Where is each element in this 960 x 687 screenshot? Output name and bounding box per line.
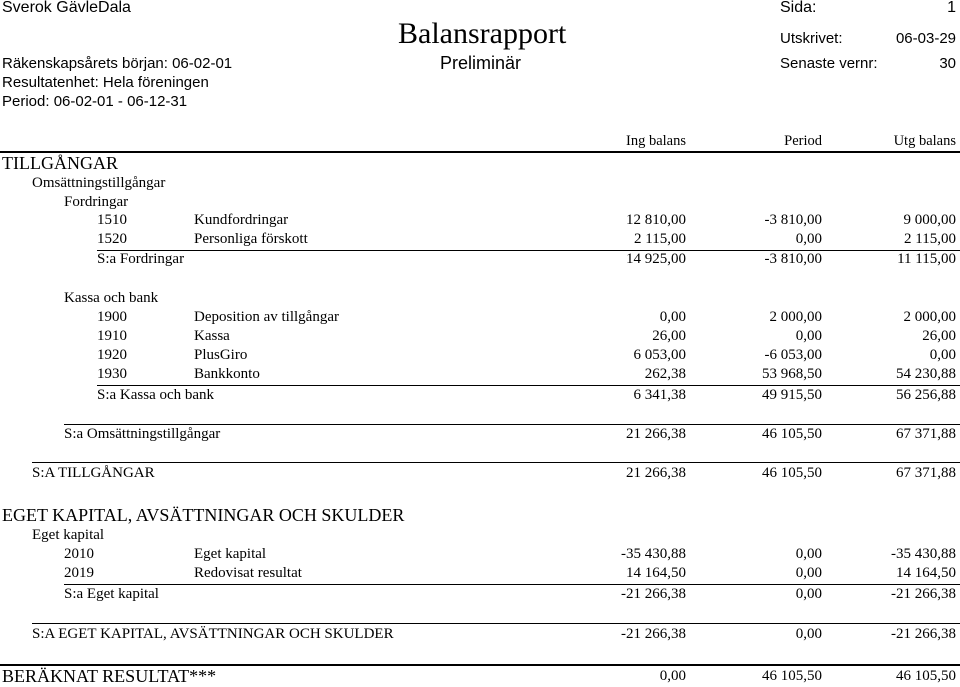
- utg-balans-value: 14 164,50: [896, 565, 956, 581]
- account-number: 1930: [97, 366, 127, 382]
- account-row: [0, 213, 960, 233]
- ing-balans-value: 26,00: [652, 328, 686, 344]
- utg-balans-value: 9 000,00: [903, 212, 956, 228]
- period-value: 0,00: [795, 626, 822, 642]
- utg-balans-value: 54 230,88: [896, 366, 956, 382]
- ing-balans-value: 0,00: [659, 668, 686, 684]
- utg-balans-value: 0,00: [929, 347, 956, 363]
- fiscal-start: Räkenskapsårets början: 06-02-01: [2, 55, 233, 72]
- utg-balans-value: 11 115,00: [897, 251, 956, 267]
- account-row: [0, 329, 960, 349]
- sum-row: [0, 587, 960, 607]
- ing-balans-value: 21 266,38: [626, 426, 686, 442]
- utg-balans-value: 67 371,88: [896, 426, 956, 442]
- sum-row: [0, 388, 960, 408]
- result-label: BERÄKNAT RESULTAT***: [2, 666, 217, 686]
- utg-balans-value: 67 371,88: [896, 465, 956, 481]
- utg-balans-value: 2 000,00: [903, 309, 956, 325]
- page-number: 1: [947, 0, 956, 16]
- account-name: Eget kapital: [194, 546, 267, 562]
- account-name: Redovisat resultat: [194, 565, 302, 581]
- period-value: 46 105,50: [762, 465, 822, 481]
- utg-balans-value: 26,00: [922, 328, 956, 344]
- account-name: Kassa: [194, 328, 230, 344]
- account-name: Personliga förskott: [194, 231, 308, 247]
- period-value: 49 915,50: [762, 387, 822, 403]
- utg-balans-value: -21 266,38: [891, 586, 956, 602]
- account-row: [0, 310, 960, 330]
- account-number: 1900: [97, 309, 127, 325]
- sum-row: [0, 252, 960, 272]
- account-row: [0, 348, 960, 368]
- account-number: 2010: [64, 546, 94, 562]
- sum-label: S:a Eget kapital: [64, 586, 159, 602]
- utg-balans-value: 46 105,50: [896, 668, 956, 684]
- header-rule: [0, 151, 960, 153]
- total-row: [0, 466, 960, 486]
- account-name: PlusGiro: [194, 347, 248, 363]
- ing-balans-value: 12 810,00: [626, 212, 686, 228]
- utg-balans-value: 56 256,88: [896, 387, 956, 403]
- total-rule: [32, 462, 960, 463]
- sum-rule: [64, 424, 960, 425]
- section-heading-assets: TILLGÅNGAR: [2, 153, 118, 173]
- column-header-period: Period: [784, 133, 822, 149]
- ing-balans-value: -21 266,38: [621, 586, 686, 602]
- subgroup-heading-cash: Kassa och bank: [64, 290, 159, 306]
- printed-date: 06-03-29: [895, 30, 956, 47]
- account-number: 1520: [97, 231, 127, 247]
- period-value: 46 105,50: [762, 426, 822, 442]
- ing-balans-value: 6 053,00: [633, 347, 686, 363]
- sum-row: [0, 427, 960, 447]
- status-label: Preliminär: [440, 53, 522, 73]
- result-unit: Resultatenhet: Hela föreningen: [2, 74, 209, 91]
- column-header-utg-balans: Utg balans: [893, 133, 956, 149]
- period-value: -3 810,00: [764, 212, 822, 228]
- ing-balans-value: 14 164,50: [626, 565, 686, 581]
- account-row: [0, 232, 960, 252]
- column-header-ing-balans: Ing balans: [626, 133, 686, 149]
- account-row: [0, 566, 960, 586]
- account-name: Bankkonto: [194, 366, 260, 382]
- period-value: 0,00: [795, 586, 822, 602]
- account-number: 1910: [97, 328, 127, 344]
- ing-balans-value: 21 266,38: [626, 465, 686, 481]
- period-range: Period: 06-02-01 - 06-12-31: [2, 93, 188, 110]
- period-value: 0,00: [795, 565, 822, 581]
- period-value: 53 968,50: [762, 366, 822, 382]
- sum-label: S:a Kassa och bank: [97, 387, 215, 403]
- subgroup-heading-receivables: Fordringar: [64, 194, 129, 210]
- printed-label: Utskrivet:: [780, 30, 843, 47]
- sum-rule: [97, 250, 960, 251]
- utg-balans-value: 2 115,00: [904, 231, 956, 247]
- period-value: 2 000,00: [769, 309, 822, 325]
- total-label: S:A EGET KAPITAL, AVSÄTTNINGAR OCH SKULDER: [32, 626, 394, 642]
- report-title: Balansrapport: [398, 17, 567, 50]
- last-vernr-value: 30: [939, 55, 956, 72]
- sum-label: S:a Omsättningstillgångar: [64, 426, 221, 442]
- period-value: 0,00: [795, 328, 822, 344]
- total-row: [0, 627, 960, 647]
- ing-balans-value: 6 341,38: [633, 387, 686, 403]
- account-number: 2019: [64, 565, 94, 581]
- page-label: Sida:: [780, 0, 817, 16]
- utg-balans-value: -21 266,38: [891, 626, 956, 642]
- section-heading-equity-liabilities: EGET KAPITAL, AVSÄTTNINGAR OCH SKULDER: [2, 505, 405, 525]
- last-vernr-label: Senaste vernr:: [780, 55, 878, 72]
- account-row: [0, 367, 960, 387]
- period-value: 0,00: [795, 546, 822, 562]
- sum-rule: [64, 584, 960, 585]
- ing-balans-value: 2 115,00: [634, 231, 686, 247]
- group-heading-equity: Eget kapital: [32, 527, 105, 543]
- period-value: 46 105,50: [762, 668, 822, 684]
- account-name: Kundfordringar: [194, 212, 289, 228]
- sum-rule: [97, 385, 960, 386]
- total-label: S:A TILLGÅNGAR: [32, 465, 155, 481]
- period-value: -3 810,00: [764, 251, 822, 267]
- org-name: Sverok GävleDala: [2, 0, 131, 16]
- period-value: -6 053,00: [764, 347, 822, 363]
- ing-balans-value: 0,00: [659, 309, 686, 325]
- utg-balans-value: -35 430,88: [891, 546, 956, 562]
- account-name: Deposition av tillgångar: [194, 309, 339, 325]
- ing-balans-value: 262,38: [644, 366, 686, 382]
- total-rule: [32, 623, 960, 624]
- group-heading-current-assets: Omsättningstillgångar: [32, 175, 166, 191]
- period-value: 0,00: [795, 231, 822, 247]
- ing-balans-value: 14 925,00: [626, 251, 686, 267]
- ing-balans-value: -35 430,88: [621, 546, 686, 562]
- sum-label: S:a Fordringar: [97, 251, 185, 267]
- account-row: [0, 547, 960, 567]
- ing-balans-value: -21 266,38: [621, 626, 686, 642]
- account-number: 1920: [97, 347, 127, 363]
- account-number: 1510: [97, 212, 127, 228]
